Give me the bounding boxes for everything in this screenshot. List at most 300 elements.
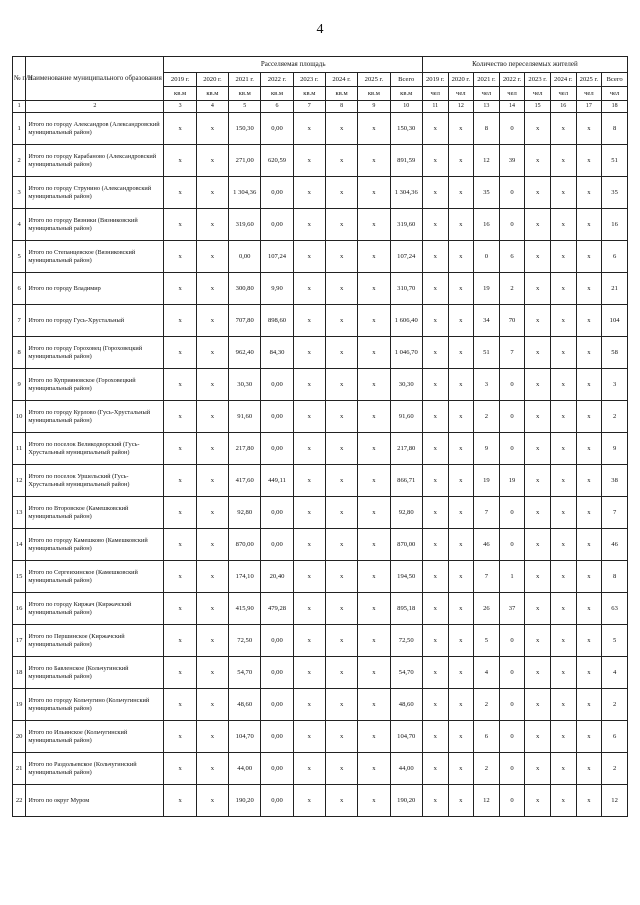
people-cell: 2 bbox=[474, 753, 500, 785]
table-row bbox=[13, 433, 628, 465]
area-cell: 194,50 bbox=[390, 561, 422, 593]
area-cell: 190,20 bbox=[390, 785, 422, 817]
people-cell: x bbox=[550, 753, 576, 785]
header-column-number: 5 bbox=[229, 101, 261, 113]
header-column-number: 15 bbox=[525, 101, 551, 113]
municipality-name: Итого по городу Курлово (Гусь-Хрустальный муниципальный район) bbox=[26, 401, 164, 433]
municipality-name: Итого по Сергеихинское (Камешковский муниципальный район) bbox=[26, 561, 164, 593]
municipality-name: Итого по Степанцевское (Вязниковский муниципальный район) bbox=[26, 241, 164, 273]
header-unit-people: чел bbox=[550, 87, 576, 101]
row-number: 8 bbox=[13, 337, 26, 369]
header-unit-people: чел bbox=[422, 87, 448, 101]
municipality-name: Итого по округ Муром bbox=[26, 785, 164, 817]
row-number: 13 bbox=[13, 497, 26, 529]
header-column-number: 4 bbox=[196, 101, 228, 113]
area-cell: x bbox=[164, 721, 196, 753]
people-cell: x bbox=[576, 177, 602, 209]
table-header bbox=[13, 57, 628, 113]
area-cell: x bbox=[164, 497, 196, 529]
people-cell: x bbox=[422, 401, 448, 433]
people-cell: 6 bbox=[499, 241, 525, 273]
header-unit-area: кв.м bbox=[196, 87, 228, 101]
area-cell: 0,00 bbox=[261, 177, 293, 209]
people-cell: x bbox=[550, 465, 576, 497]
people-cell: x bbox=[550, 113, 576, 145]
municipality-name: Итого по городу Кольчугино (Кольчугинский муниципальный район) bbox=[26, 689, 164, 721]
people-cell: 19 bbox=[474, 465, 500, 497]
people-cell: x bbox=[550, 785, 576, 817]
people-cell: 1 bbox=[499, 561, 525, 593]
area-cell: x bbox=[164, 209, 196, 241]
people-cell: x bbox=[525, 625, 551, 657]
row-number: 11 bbox=[13, 433, 26, 465]
people-cell: x bbox=[576, 721, 602, 753]
area-cell: 104,70 bbox=[390, 721, 422, 753]
people-cell: x bbox=[422, 721, 448, 753]
people-cell: x bbox=[576, 401, 602, 433]
people-cell: 21 bbox=[602, 273, 628, 305]
area-cell: 104,70 bbox=[229, 721, 261, 753]
area-cell: x bbox=[358, 753, 390, 785]
table-row bbox=[13, 337, 628, 369]
header-total-area: Всего bbox=[390, 73, 422, 87]
area-cell: 707,80 bbox=[229, 305, 261, 337]
row-number: 14 bbox=[13, 529, 26, 561]
area-cell: x bbox=[293, 113, 325, 145]
municipality-name: Итого по поселок Уршельский (Гусь-Хрустальный муниципальный район) bbox=[26, 465, 164, 497]
area-cell: 30,30 bbox=[229, 369, 261, 401]
people-cell: x bbox=[576, 657, 602, 689]
row-number: 18 bbox=[13, 657, 26, 689]
people-cell: x bbox=[576, 145, 602, 177]
people-cell: x bbox=[576, 625, 602, 657]
area-cell: 91,60 bbox=[229, 401, 261, 433]
area-cell: x bbox=[164, 625, 196, 657]
people-cell: x bbox=[576, 209, 602, 241]
municipality-name: Итого по городу Вязники (Вязниковский муниципальный район) bbox=[26, 209, 164, 241]
people-cell: x bbox=[448, 721, 474, 753]
row-number: 4 bbox=[13, 209, 26, 241]
area-cell: 20,40 bbox=[261, 561, 293, 593]
people-cell: x bbox=[576, 273, 602, 305]
area-cell: 1 304,36 bbox=[390, 177, 422, 209]
area-cell: 870,00 bbox=[390, 529, 422, 561]
area-cell: x bbox=[196, 753, 228, 785]
municipality-name: Итого по городу Струнино (Александровский муниципальный район) bbox=[26, 177, 164, 209]
table-row bbox=[13, 593, 628, 625]
area-cell: x bbox=[293, 337, 325, 369]
header-year-people: 2022 г. bbox=[499, 73, 525, 87]
people-cell: 2 bbox=[474, 689, 500, 721]
area-cell: x bbox=[293, 753, 325, 785]
people-cell: 12 bbox=[474, 145, 500, 177]
people-cell: x bbox=[576, 305, 602, 337]
people-cell: x bbox=[576, 113, 602, 145]
area-cell: x bbox=[164, 113, 196, 145]
area-cell: x bbox=[358, 241, 390, 273]
area-cell: 962,40 bbox=[229, 337, 261, 369]
people-cell: x bbox=[525, 337, 551, 369]
people-cell: 16 bbox=[474, 209, 500, 241]
people-cell: 104 bbox=[602, 305, 628, 337]
row-number: 16 bbox=[13, 593, 26, 625]
header-column-number: 2 bbox=[26, 101, 164, 113]
area-cell: x bbox=[293, 497, 325, 529]
area-cell: x bbox=[358, 145, 390, 177]
people-cell: 0 bbox=[474, 241, 500, 273]
table-row bbox=[13, 369, 628, 401]
people-cell: 4 bbox=[474, 657, 500, 689]
area-cell: x bbox=[358, 497, 390, 529]
people-cell: x bbox=[422, 145, 448, 177]
people-cell: x bbox=[525, 785, 551, 817]
people-cell: x bbox=[550, 657, 576, 689]
row-number: 1 bbox=[13, 113, 26, 145]
area-cell: 0,00 bbox=[261, 113, 293, 145]
area-cell: 9,90 bbox=[261, 273, 293, 305]
table-row bbox=[13, 625, 628, 657]
header-column-number: 7 bbox=[293, 101, 325, 113]
area-cell: x bbox=[358, 593, 390, 625]
area-cell: 0,00 bbox=[261, 401, 293, 433]
people-cell: x bbox=[576, 433, 602, 465]
table-row bbox=[13, 305, 628, 337]
people-cell: x bbox=[550, 273, 576, 305]
area-cell: x bbox=[293, 465, 325, 497]
people-cell: x bbox=[550, 337, 576, 369]
people-cell: 2 bbox=[499, 273, 525, 305]
people-cell: 2 bbox=[602, 401, 628, 433]
area-cell: x bbox=[358, 305, 390, 337]
area-cell: x bbox=[293, 625, 325, 657]
area-cell: x bbox=[293, 721, 325, 753]
people-cell: 26 bbox=[474, 593, 500, 625]
area-cell: x bbox=[358, 561, 390, 593]
people-cell: 5 bbox=[474, 625, 500, 657]
area-cell: 92,80 bbox=[390, 497, 422, 529]
people-cell: x bbox=[448, 689, 474, 721]
area-cell: 891,59 bbox=[390, 145, 422, 177]
municipality-name: Итого по Раздольевское (Кольчугинский муниципальный район) bbox=[26, 753, 164, 785]
people-cell: 7 bbox=[474, 497, 500, 529]
people-cell: 6 bbox=[602, 241, 628, 273]
area-cell: x bbox=[325, 721, 357, 753]
area-cell: x bbox=[325, 113, 357, 145]
people-cell: 0 bbox=[499, 625, 525, 657]
people-cell: 7 bbox=[499, 337, 525, 369]
people-cell: x bbox=[576, 753, 602, 785]
area-cell: 72,50 bbox=[390, 625, 422, 657]
people-cell: x bbox=[448, 529, 474, 561]
area-cell: 866,71 bbox=[390, 465, 422, 497]
people-cell: 0 bbox=[499, 113, 525, 145]
people-cell: x bbox=[448, 657, 474, 689]
area-cell: x bbox=[293, 657, 325, 689]
people-cell: x bbox=[422, 785, 448, 817]
people-cell: 0 bbox=[499, 529, 525, 561]
area-cell: x bbox=[293, 529, 325, 561]
people-cell: x bbox=[448, 625, 474, 657]
row-number: 3 bbox=[13, 177, 26, 209]
people-cell: x bbox=[550, 177, 576, 209]
area-cell: x bbox=[325, 593, 357, 625]
area-cell: 92,80 bbox=[229, 497, 261, 529]
people-cell: 0 bbox=[499, 657, 525, 689]
area-cell: x bbox=[358, 529, 390, 561]
table-row bbox=[13, 273, 628, 305]
people-cell: x bbox=[576, 465, 602, 497]
people-cell: x bbox=[422, 209, 448, 241]
municipality-name: Итого по Ильинское (Кольчугинский муниципальный район) bbox=[26, 721, 164, 753]
people-cell: 0 bbox=[499, 689, 525, 721]
area-cell: x bbox=[293, 593, 325, 625]
area-cell: 449,11 bbox=[261, 465, 293, 497]
area-cell: 0,00 bbox=[261, 209, 293, 241]
area-cell: x bbox=[196, 145, 228, 177]
municipality-name: Итого по городу Александров (Александровский муниципальный район) bbox=[26, 113, 164, 145]
area-cell: x bbox=[358, 113, 390, 145]
people-cell: x bbox=[576, 689, 602, 721]
people-cell: 0 bbox=[499, 497, 525, 529]
header-column-number: 18 bbox=[602, 101, 628, 113]
municipality-name: Итого по городу Гусь-Хрустальный bbox=[26, 305, 164, 337]
area-cell: x bbox=[358, 209, 390, 241]
header-unit-people: чел bbox=[448, 87, 474, 101]
table-row bbox=[13, 721, 628, 753]
people-cell: x bbox=[525, 145, 551, 177]
people-cell: x bbox=[525, 721, 551, 753]
area-cell: x bbox=[196, 689, 228, 721]
area-cell: x bbox=[325, 753, 357, 785]
people-cell: x bbox=[525, 241, 551, 273]
header-unit-area: кв.м bbox=[358, 87, 390, 101]
row-number: 17 bbox=[13, 625, 26, 657]
people-cell: x bbox=[550, 721, 576, 753]
people-cell: x bbox=[525, 561, 551, 593]
area-cell: 54,70 bbox=[229, 657, 261, 689]
area-cell: 620,59 bbox=[261, 145, 293, 177]
area-cell: x bbox=[196, 561, 228, 593]
people-cell: 51 bbox=[474, 337, 500, 369]
people-cell: 34 bbox=[474, 305, 500, 337]
people-cell: x bbox=[550, 305, 576, 337]
area-cell: 319,60 bbox=[390, 209, 422, 241]
header-column-number: 17 bbox=[576, 101, 602, 113]
people-cell: x bbox=[550, 209, 576, 241]
people-cell: x bbox=[448, 753, 474, 785]
municipality-name: Итого по Першинское (Киржачский муниципальный район) bbox=[26, 625, 164, 657]
area-cell: x bbox=[293, 369, 325, 401]
area-cell: x bbox=[358, 689, 390, 721]
header-year-area: 2021 г. bbox=[229, 73, 261, 87]
people-cell: 8 bbox=[602, 113, 628, 145]
header-column-number: 9 bbox=[358, 101, 390, 113]
header-year-people: 2023 г. bbox=[525, 73, 551, 87]
area-cell: x bbox=[358, 721, 390, 753]
area-cell: 319,60 bbox=[229, 209, 261, 241]
people-cell: 0 bbox=[499, 369, 525, 401]
people-cell: x bbox=[550, 689, 576, 721]
area-cell: x bbox=[293, 433, 325, 465]
row-number: 12 bbox=[13, 465, 26, 497]
people-cell: 16 bbox=[602, 209, 628, 241]
header-column-number: 10 bbox=[390, 101, 422, 113]
area-cell: 217,80 bbox=[390, 433, 422, 465]
area-cell: x bbox=[164, 561, 196, 593]
people-cell: 7 bbox=[602, 497, 628, 529]
table-row bbox=[13, 529, 628, 561]
area-cell: x bbox=[358, 433, 390, 465]
municipality-name: Итого по поселок Великодворский (Гусь-Хрустальный муниципальный район) bbox=[26, 433, 164, 465]
people-cell: x bbox=[448, 177, 474, 209]
area-cell: x bbox=[196, 305, 228, 337]
area-cell: x bbox=[358, 785, 390, 817]
header-year-area: 2019 г. bbox=[164, 73, 196, 87]
people-cell: 2 bbox=[602, 753, 628, 785]
resettlement-table bbox=[12, 56, 628, 817]
area-cell: x bbox=[196, 369, 228, 401]
area-cell: x bbox=[325, 785, 357, 817]
people-cell: x bbox=[422, 689, 448, 721]
people-cell: x bbox=[576, 593, 602, 625]
people-cell: 70 bbox=[499, 305, 525, 337]
area-cell: x bbox=[196, 785, 228, 817]
area-cell: 0,00 bbox=[261, 721, 293, 753]
people-cell: x bbox=[448, 593, 474, 625]
area-cell: x bbox=[293, 689, 325, 721]
people-cell: 19 bbox=[499, 465, 525, 497]
people-cell: x bbox=[422, 561, 448, 593]
people-cell: 0 bbox=[499, 177, 525, 209]
row-number: 9 bbox=[13, 369, 26, 401]
people-cell: 38 bbox=[602, 465, 628, 497]
people-cell: 12 bbox=[474, 785, 500, 817]
people-cell: x bbox=[448, 497, 474, 529]
area-cell: x bbox=[293, 401, 325, 433]
people-cell: x bbox=[525, 433, 551, 465]
people-cell: 46 bbox=[474, 529, 500, 561]
header-unit-area: кв.м bbox=[261, 87, 293, 101]
people-cell: 8 bbox=[602, 561, 628, 593]
header-unit-area: кв.м bbox=[293, 87, 325, 101]
people-cell: x bbox=[448, 241, 474, 273]
table-row bbox=[13, 145, 628, 177]
people-cell: x bbox=[576, 337, 602, 369]
municipality-name: Итого по городу Камешково (Камешковский муниципальный район) bbox=[26, 529, 164, 561]
header-total-people: Всего bbox=[602, 73, 628, 87]
area-cell: x bbox=[293, 561, 325, 593]
people-cell: x bbox=[525, 689, 551, 721]
row-number: 7 bbox=[13, 305, 26, 337]
table-row bbox=[13, 657, 628, 689]
area-cell: 0,00 bbox=[261, 753, 293, 785]
area-cell: x bbox=[293, 273, 325, 305]
header-year-people: 2020 г. bbox=[448, 73, 474, 87]
people-cell: x bbox=[422, 593, 448, 625]
people-cell: x bbox=[525, 273, 551, 305]
area-cell: x bbox=[196, 593, 228, 625]
people-cell: x bbox=[448, 785, 474, 817]
people-cell: 0 bbox=[499, 209, 525, 241]
area-cell: x bbox=[358, 401, 390, 433]
municipality-name: Итого по Второвское (Камешковский муниципальный район) bbox=[26, 497, 164, 529]
table-row bbox=[13, 209, 628, 241]
header-column-number: 13 bbox=[474, 101, 500, 113]
area-cell: x bbox=[325, 145, 357, 177]
header-year-people: 2024 г. bbox=[550, 73, 576, 87]
people-cell: 63 bbox=[602, 593, 628, 625]
people-cell: 12 bbox=[602, 785, 628, 817]
area-cell: x bbox=[164, 401, 196, 433]
area-cell: x bbox=[196, 209, 228, 241]
header-year-area: 2023 г. bbox=[293, 73, 325, 87]
header-year-area: 2024 г. bbox=[325, 73, 357, 87]
people-cell: x bbox=[422, 305, 448, 337]
people-cell: x bbox=[422, 337, 448, 369]
area-cell: x bbox=[164, 305, 196, 337]
people-cell: 5 bbox=[602, 625, 628, 657]
people-cell: 4 bbox=[602, 657, 628, 689]
people-cell: x bbox=[448, 465, 474, 497]
people-cell: x bbox=[550, 369, 576, 401]
area-cell: 44,00 bbox=[229, 753, 261, 785]
area-cell: x bbox=[196, 465, 228, 497]
people-cell: 0 bbox=[499, 433, 525, 465]
area-cell: x bbox=[358, 625, 390, 657]
people-cell: x bbox=[422, 465, 448, 497]
people-cell: x bbox=[448, 561, 474, 593]
row-number: 19 bbox=[13, 689, 26, 721]
row-number: 10 bbox=[13, 401, 26, 433]
people-cell: 51 bbox=[602, 145, 628, 177]
header-year-area: 2020 г. bbox=[196, 73, 228, 87]
people-cell: x bbox=[448, 113, 474, 145]
area-cell: x bbox=[196, 721, 228, 753]
municipality-name: Итого по городу Киржач (Киржачский муниципальный район) bbox=[26, 593, 164, 625]
area-cell: 48,60 bbox=[390, 689, 422, 721]
area-cell: 150,30 bbox=[390, 113, 422, 145]
header-unit-people: чел bbox=[474, 87, 500, 101]
area-cell: 415,90 bbox=[229, 593, 261, 625]
people-cell: 35 bbox=[474, 177, 500, 209]
people-cell: 35 bbox=[602, 177, 628, 209]
people-cell: x bbox=[422, 497, 448, 529]
header-unit-people: чел bbox=[525, 87, 551, 101]
area-cell: x bbox=[164, 785, 196, 817]
area-cell: x bbox=[196, 401, 228, 433]
header-unit-people: чел bbox=[602, 87, 628, 101]
area-cell: x bbox=[358, 177, 390, 209]
municipality-name: Итого по городу Карабаново (Александровский муниципальный район) bbox=[26, 145, 164, 177]
people-cell: 8 bbox=[474, 113, 500, 145]
header-column-number: 1 bbox=[13, 101, 26, 113]
people-cell: x bbox=[525, 497, 551, 529]
people-cell: x bbox=[525, 593, 551, 625]
header-unit-area: кв.м bbox=[325, 87, 357, 101]
people-cell: 7 bbox=[474, 561, 500, 593]
header-unit-people: чел bbox=[499, 87, 525, 101]
area-cell: x bbox=[164, 273, 196, 305]
area-cell: 0,00 bbox=[261, 625, 293, 657]
header-area-group: Расселяемая площадь bbox=[164, 57, 422, 73]
people-cell: x bbox=[448, 209, 474, 241]
area-cell: x bbox=[325, 433, 357, 465]
area-cell: x bbox=[196, 273, 228, 305]
row-number: 22 bbox=[13, 785, 26, 817]
area-cell: x bbox=[196, 177, 228, 209]
people-cell: x bbox=[448, 337, 474, 369]
people-cell: 3 bbox=[474, 369, 500, 401]
